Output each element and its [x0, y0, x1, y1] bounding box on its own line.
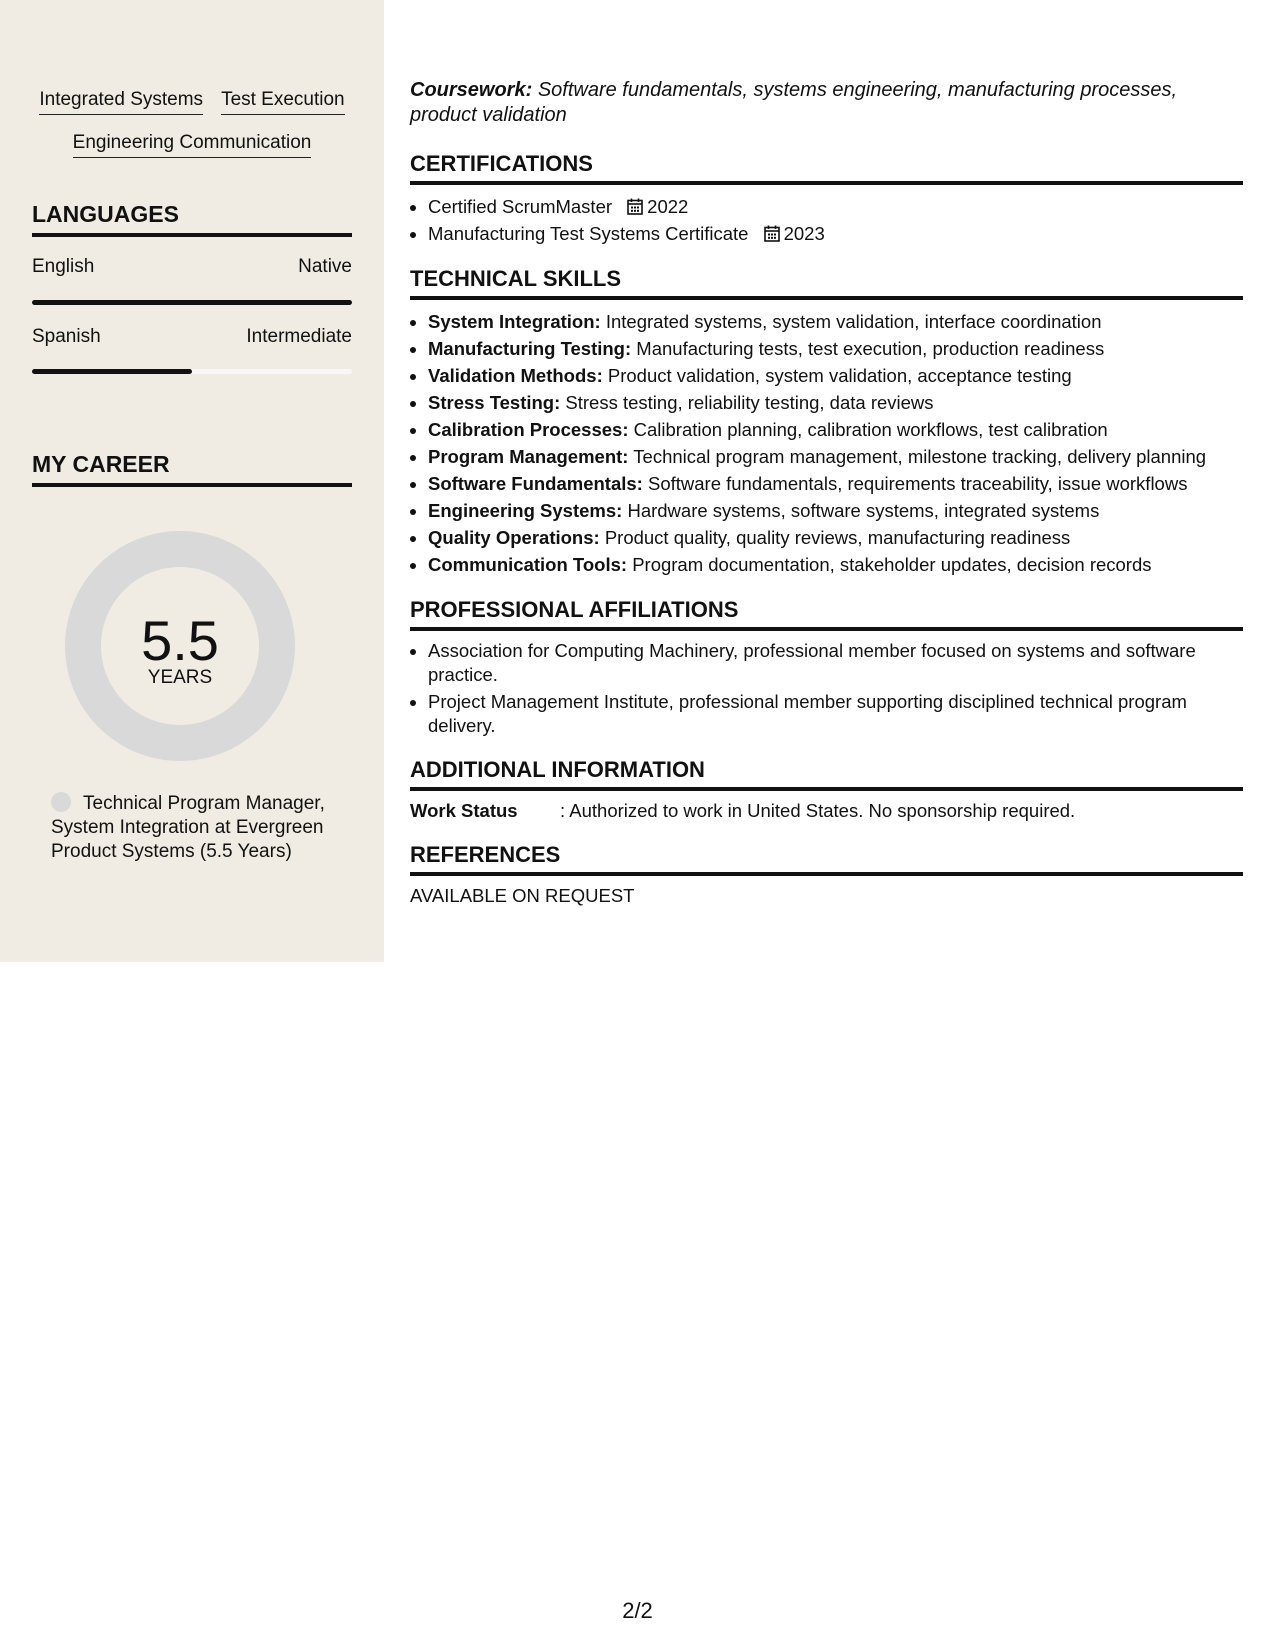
technical-skills-list — [410, 308, 1243, 578]
skill-label: Manufacturing Testing: — [428, 338, 632, 359]
skill-text: Technical program management, milestone tracking, delivery planning — [633, 446, 1207, 467]
career-legend-item — [51, 792, 341, 864]
language-name: Spanish — [32, 326, 101, 347]
skill-label: Engineering Systems: — [428, 500, 623, 521]
work-status-label: Work Status — [410, 800, 518, 821]
skill-item — [428, 497, 1243, 524]
skill-label: Quality Operations: — [428, 527, 600, 548]
skill-label: Validation Methods: — [428, 365, 603, 386]
skill-text: Product quality, quality reviews, manufacturing readiness — [604, 527, 1071, 548]
skill-text: Stress testing, reliability testing, data reviews — [565, 392, 934, 413]
certification-item — [428, 193, 1243, 220]
skill-label: Calibration Processes: — [428, 419, 629, 440]
affiliation-item: • Project Management Institute, professional member supporting disciplined technical program delivery. — [428, 690, 1243, 738]
certification-year: 2023 — [783, 223, 825, 244]
skill-tags — [32, 88, 352, 158]
certifications-heading: CERTIFICATIONS — [410, 150, 1243, 185]
skill-text: Manufacturing tests, test execution, production readiness — [636, 338, 1105, 359]
language-proficiency-bar — [32, 300, 352, 305]
sidebar — [0, 0, 384, 962]
additional-info-heading: ADDITIONAL INFORMATION — [410, 756, 1243, 791]
affiliations-list — [410, 639, 1243, 738]
language-proficiency-fill — [32, 369, 192, 374]
certification-name: Certified ScrumMaster — [428, 196, 613, 217]
skill-text: Hardware systems, software systems, integrated systems — [627, 500, 1100, 521]
skill-item — [428, 470, 1243, 497]
skill-item — [428, 389, 1243, 416]
career-years-unit: YEARS — [147, 667, 213, 688]
skill-text: Calibration planning, calibration workflows, test calibration — [633, 419, 1108, 440]
skill-label: Stress Testing: — [428, 392, 561, 413]
coursework-text: Software fundamentals, systems engineering, manufacturing processes, product validation — [410, 79, 1178, 126]
references-heading: REFERENCES — [410, 841, 1243, 876]
career-heading: MY CAREER — [32, 450, 352, 487]
references-text: AVAILABLE ON REQUEST — [410, 885, 635, 906]
coursework — [410, 78, 1243, 128]
technical-skills-heading: TECHNICAL SKILLS — [410, 265, 1243, 300]
career-years-value: 5.5 — [141, 609, 219, 672]
skill-text: Integrated systems, system validation, interface coordination — [605, 311, 1102, 332]
affiliation-item: • Association for Computing Machinery, professional member focused on systems and software practice. — [428, 639, 1243, 687]
languages-heading: LANGUAGES — [32, 200, 352, 237]
calendar-icon — [627, 198, 643, 215]
certification-item — [428, 220, 1243, 247]
skill-label: Software Fundamentals: — [428, 473, 643, 494]
main-content — [410, 78, 1243, 908]
skill-item — [428, 443, 1243, 470]
language-proficiency-fill — [32, 300, 352, 305]
coursework-label: Coursework: — [410, 79, 533, 101]
language-row — [32, 255, 352, 279]
skill-item — [428, 551, 1243, 578]
skill-text: Product validation, system validation, acceptance testing — [607, 365, 1072, 386]
affiliations-heading: PROFESSIONAL AFFILIATIONS — [410, 596, 1243, 631]
skill-label: Program Management: — [428, 446, 629, 467]
skill-item — [428, 524, 1243, 551]
language-name: English — [32, 256, 95, 277]
skill-tag: Engineering Communication — [73, 131, 312, 158]
calendar-icon — [764, 225, 780, 242]
skill-text: Software fundamentals, requirements traceability, issue workflows — [647, 473, 1188, 494]
career-legend-label: Technical Program Manager, System Integration at Evergreen Product Systems (5.5 Years) — [51, 793, 325, 862]
work-status-row — [410, 799, 1243, 823]
language-row — [32, 325, 352, 349]
skill-tag: Integrated Systems — [39, 88, 203, 115]
certification-name: Manufacturing Test Systems Certificate — [428, 223, 749, 244]
certifications-list — [410, 193, 1243, 247]
language-level: Intermediate — [246, 326, 352, 347]
page-number: 2/2 — [622, 1598, 653, 1623]
language-proficiency-bar — [32, 369, 352, 374]
skill-label: Communication Tools: — [428, 554, 628, 575]
skill-item — [428, 362, 1243, 389]
language-level: Native — [298, 256, 352, 277]
legend-swatch — [51, 792, 71, 812]
skill-label: System Integration: — [428, 311, 601, 332]
skill-item — [428, 335, 1243, 362]
skill-tag: Test Execution — [221, 88, 345, 115]
skill-item — [428, 308, 1243, 335]
work-status-value: : Authorized to work in United States. No sponsorship required. — [560, 800, 1076, 821]
skill-text: Program documentation, stakeholder updates, decision records — [632, 554, 1152, 575]
certification-year: 2022 — [647, 196, 689, 217]
skill-item — [428, 416, 1243, 443]
career-donut-chart — [65, 531, 295, 761]
